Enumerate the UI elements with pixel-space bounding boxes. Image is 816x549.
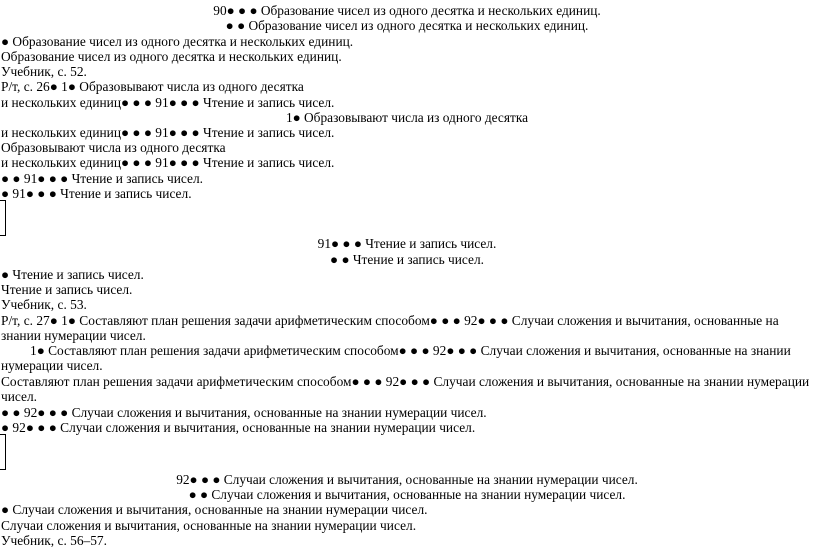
text-line: ● ● Образование чисел из одного десятка и нескольких единиц. bbox=[225, 18, 589, 33]
text-line: 1● Образовывают числа из одного десятка bbox=[285, 110, 529, 125]
text-line: и нескольких единиц● ● ● 91● ● ● Чтение и запись чисел. bbox=[1, 125, 335, 140]
text-line: ● ● Случаи сложения и вычитания, основанные на знании нумерации чисел. bbox=[188, 487, 626, 502]
margin-bracket bbox=[0, 434, 6, 470]
margin-bracket bbox=[0, 200, 6, 236]
text-line: чисел. bbox=[1, 389, 37, 404]
text-line: Чтение и запись чисел. bbox=[1, 282, 133, 297]
text-line: ● Образование чисел из одного десятка и нескольких единиц. bbox=[1, 34, 354, 49]
text-line: 91● ● ● Чтение и запись чисел. bbox=[317, 236, 497, 251]
text-line: знании нумерации чисел. bbox=[1, 328, 146, 343]
text-line: и нескольких единиц● ● ● 91● ● ● Чтение и запись чисел. bbox=[1, 95, 335, 110]
text-line: ● ● 91● ● ● Чтение и запись чисел. bbox=[1, 171, 203, 186]
text-line: Учебник, с. 53. bbox=[1, 297, 87, 312]
text-line: нумерации чисел. bbox=[1, 358, 103, 373]
text-line: и нескольких единиц● ● ● 91● ● ● Чтение и запись чисел. bbox=[1, 155, 335, 170]
text-line: 90● ● ● Образование чисел из одного десятка и нескольких единиц. bbox=[213, 3, 601, 18]
text-line: Р/т, с. 27● 1● Составляют план решения задачи арифметическим способом● ● ● 92● ● ● Случаи сложения и вычитания, основанные на bbox=[1, 313, 779, 328]
text-line: ● 92● ● ● Случаи сложения и вычитания, основанные на знании нумерации чисел. bbox=[1, 420, 476, 435]
text-line: Учебник, с. 52. bbox=[1, 64, 87, 79]
text-line: ● Чтение и запись чисел. bbox=[1, 267, 144, 282]
text-line: ● Случаи сложения и вычитания, основанные на знании нумерации чисел. bbox=[1, 502, 428, 517]
text-line: ● 91● ● ● Чтение и запись чисел. bbox=[1, 186, 192, 201]
text-line: ● ● 92● ● ● Случаи сложения и вычитания, основанные на знании нумерации чисел. bbox=[1, 405, 487, 420]
text-line: 92● ● ● Случаи сложения и вычитания, основанные на знании нумерации чисел. bbox=[176, 472, 638, 487]
text-line: 1● Составляют план решения задачи арифметическим способом● ● ● 92● ● ● Случаи сложения и вычитания, основанные на знании bbox=[30, 343, 791, 358]
text-line: Составляют план решения задачи арифметическим способом● ● ● 92● ● ● Случаи сложения и вычитания, основанные на знании нумерации bbox=[1, 374, 810, 389]
text-line: ● ● Чтение и запись чисел. bbox=[330, 252, 484, 267]
text-line: Р/т, с. 26● 1● Образовывают числа из одного десятка bbox=[1, 79, 304, 94]
text-line: Образовывают числа из одного десятка bbox=[1, 140, 226, 155]
text-line: Учебник, с. 56–57. bbox=[1, 533, 107, 548]
text-line: Образование чисел из одного десятка и нескольких единиц. bbox=[1, 49, 342, 64]
text-line: Случаи сложения и вычитания, основанные на знании нумерации чисел. bbox=[1, 518, 417, 533]
